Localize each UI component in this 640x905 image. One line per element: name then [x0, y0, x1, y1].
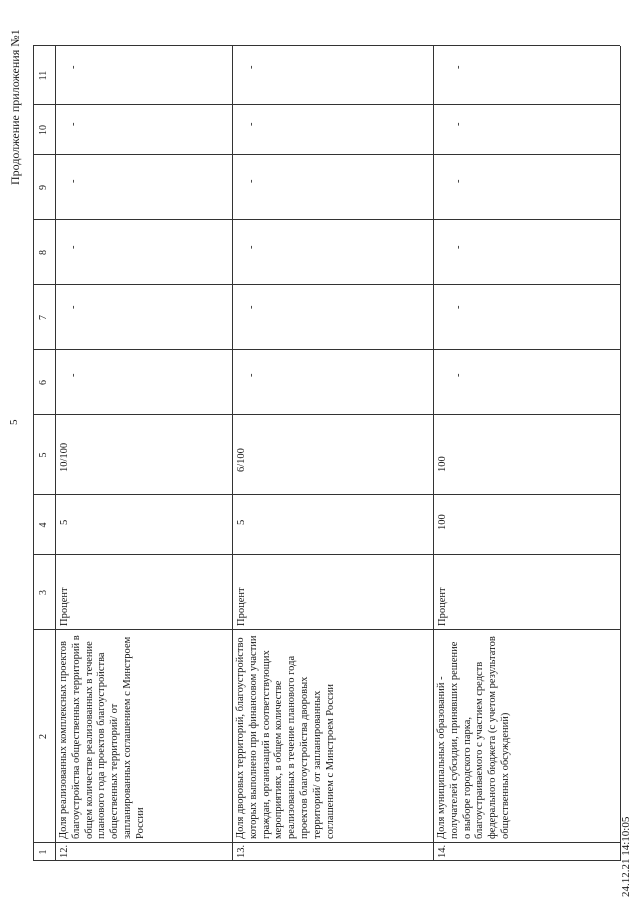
value-col-7: -: [246, 305, 257, 309]
page-number: 5: [8, 419, 20, 425]
value-col-7: -: [453, 305, 464, 309]
indicator-name: Доля муниципальных образований - получателей субсидии, принявших решение о выборе городского парка, благоустраиваемого с участием средств федерального бюджета (с учетом результатов общественных обсуждений): [436, 636, 511, 839]
unit: Процент: [437, 587, 448, 626]
column-header-11: 11: [38, 70, 49, 81]
column-header-8: 8: [38, 250, 49, 255]
row-number: 13.: [236, 844, 247, 858]
column-header-5: 5: [38, 452, 49, 458]
column-header-10: 10: [38, 125, 49, 135]
value-col-4: 5: [236, 519, 247, 525]
column-header-7: 7: [38, 315, 49, 320]
column-header-3: 3: [38, 590, 49, 595]
unit: Процент: [236, 587, 247, 626]
value-col-4: 5: [59, 519, 70, 525]
appendix-caption: Продолжение приложения №1: [8, 29, 22, 185]
value-col-9: -: [246, 179, 257, 183]
value-col-7: -: [68, 305, 79, 309]
value-col-6: -: [453, 373, 464, 377]
indicator-name: Доля дворовых территорий, благоустройство которых выполнено при финансовом участии граждан, организаций в соответствующих мероприятиях, в общем количестве реализованных в течение планового года проектов благоустройства дворовых территорий/ от запланированных соглашением с Минстроем России: [235, 635, 336, 839]
column-header-6: 6: [38, 380, 49, 385]
value-col-10: -: [68, 122, 79, 126]
column-header-9: 9: [38, 185, 49, 190]
value-col-11: -: [453, 65, 464, 69]
column-header-2: 2: [38, 734, 49, 739]
value-col-9: -: [68, 179, 79, 183]
value-col-6: -: [246, 373, 257, 377]
value-col-10: -: [453, 122, 464, 126]
row-number: 12.: [59, 844, 70, 858]
value-col-8: -: [453, 245, 464, 249]
footer-timestamp: 24.12.21 14:10:05: [620, 816, 632, 897]
value-col-4: 100: [437, 514, 448, 530]
column-header-4: 4: [38, 522, 49, 528]
value-col-10: -: [246, 122, 257, 126]
value-col-8: -: [68, 245, 79, 249]
value-col-11: -: [68, 65, 79, 69]
unit: Процент: [59, 587, 70, 626]
value-col-9: -: [453, 179, 464, 183]
indicator-name: Доля реализованных комплексных проектов благоустройства общественных территорий в общем количестве реализованных в течение планового года проектов благоустройства общественных территорий/ от запланированных соглашением с Минстроем России: [58, 635, 146, 839]
row-number: 14.: [437, 844, 448, 858]
value-col-5: 100: [437, 456, 448, 472]
value-col-11: -: [246, 65, 257, 69]
value-col-6: -: [68, 373, 79, 377]
value-col-8: -: [246, 245, 257, 249]
column-header-1: 1: [38, 849, 49, 855]
value-col-5: 6/100: [236, 448, 247, 472]
value-col-5: 10/100: [59, 442, 70, 472]
